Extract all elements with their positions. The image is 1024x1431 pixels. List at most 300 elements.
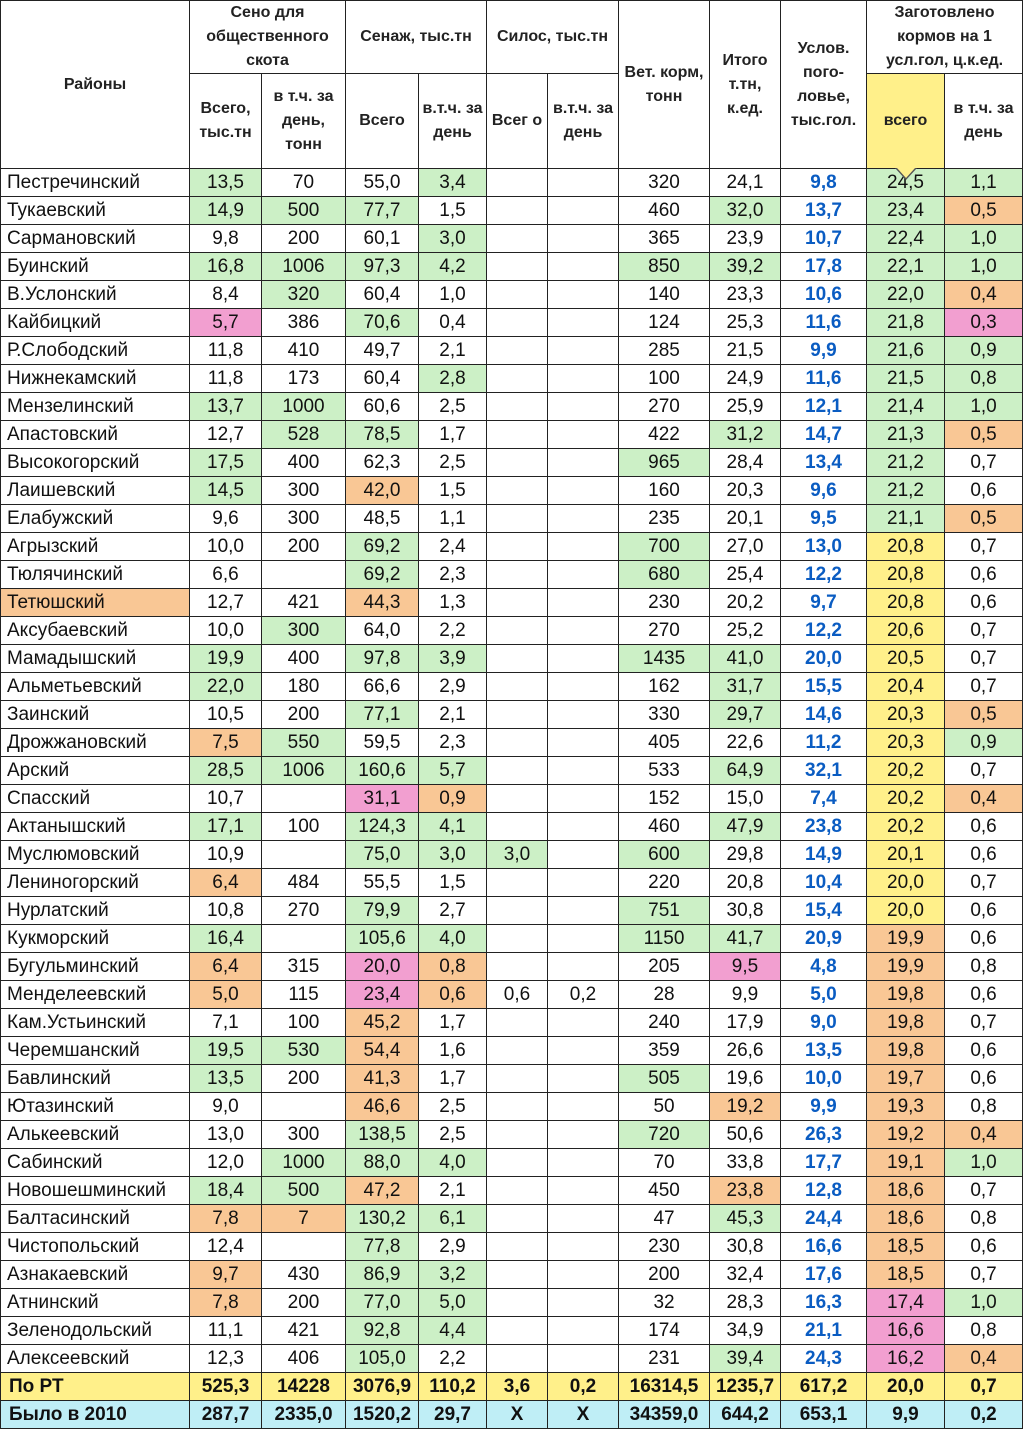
table-cell: 110,2 xyxy=(419,1373,487,1401)
table-cell: 11,1 xyxy=(190,1317,262,1345)
table-cell: 200 xyxy=(262,533,346,561)
table-cell: 18,4 xyxy=(190,1177,262,1205)
table-cell xyxy=(548,561,619,589)
table-cell: 152 xyxy=(619,785,710,813)
table-cell xyxy=(548,505,619,533)
header-seno-vsego: Всего, тыс.тн xyxy=(190,74,262,169)
table-cell: 69,2 xyxy=(346,561,419,589)
district-name: Высокогорский xyxy=(1,449,190,477)
table-cell: 79,9 xyxy=(346,897,419,925)
district-name: Алексеевский xyxy=(1,1345,190,1373)
district-name: Тукаевский xyxy=(1,197,190,225)
table-cell: 18,5 xyxy=(867,1261,945,1289)
table-cell: 0,8 xyxy=(945,953,1023,981)
table-cell: 5,0 xyxy=(781,981,867,1009)
table-cell: 359 xyxy=(619,1037,710,1065)
table-cell: 700 xyxy=(619,533,710,561)
table-cell: 32,4 xyxy=(710,1261,781,1289)
table-cell: 9,9 xyxy=(781,1093,867,1121)
table-cell: 77,1 xyxy=(346,701,419,729)
header-silos-group: Силос, тыс.тн xyxy=(487,1,619,74)
table-cell: 270 xyxy=(619,617,710,645)
table-cell xyxy=(487,701,548,729)
table-cell: 10,9 xyxy=(190,841,262,869)
table-cell: 1,0 xyxy=(945,225,1023,253)
table-cell: 20,3 xyxy=(867,729,945,757)
table-cell: 600 xyxy=(619,841,710,869)
table-row xyxy=(1,477,1023,505)
header-zagotovleno-group: Заготовлено кормов на 1 усл.гол, ц.к.ед. xyxy=(867,1,1023,74)
table-cell: 55,5 xyxy=(346,869,419,897)
table-cell: 525,3 xyxy=(190,1373,262,1401)
table-cell xyxy=(548,1177,619,1205)
district-name: Азнакаевский xyxy=(1,1261,190,1289)
table-cell: 2,3 xyxy=(419,561,487,589)
district-name: Буинский xyxy=(1,253,190,281)
table-cell: 2,9 xyxy=(419,673,487,701)
table-cell: 92,8 xyxy=(346,1317,419,1345)
table-row xyxy=(1,197,1023,225)
table-cell: 20,2 xyxy=(867,813,945,841)
table-row xyxy=(1,1065,1023,1093)
table-cell: 3,4 xyxy=(419,169,487,197)
table-cell: 23,8 xyxy=(710,1177,781,1205)
table-cell: 24,1 xyxy=(710,169,781,197)
table-cell: 11,2 xyxy=(781,729,867,757)
table-cell: 55,0 xyxy=(346,169,419,197)
table-cell xyxy=(548,1233,619,1261)
table-cell: 33,8 xyxy=(710,1149,781,1177)
table-cell: 50,6 xyxy=(710,1121,781,1149)
table-cell: 28,4 xyxy=(710,449,781,477)
table-cell: 60,6 xyxy=(346,393,419,421)
table-cell: 32,0 xyxy=(710,197,781,225)
table-cell: 0,2 xyxy=(945,1401,1023,1429)
table-cell: 430 xyxy=(262,1261,346,1289)
table-row xyxy=(1,533,1023,561)
table-cell: 31,7 xyxy=(710,673,781,701)
table-cell xyxy=(548,421,619,449)
table-cell: 21,1 xyxy=(867,505,945,533)
district-name: Кайбицкий xyxy=(1,309,190,337)
table-cell: 405 xyxy=(619,729,710,757)
table-cell: 0,7 xyxy=(945,1177,1023,1205)
table-cell: 39,2 xyxy=(710,253,781,281)
table-cell: 9,5 xyxy=(710,953,781,981)
table-cell: 1,0 xyxy=(419,281,487,309)
table-cell: 9,7 xyxy=(190,1261,262,1289)
table-row xyxy=(1,1261,1023,1289)
table-cell: 0,7 xyxy=(945,1009,1023,1037)
table-cell: 200 xyxy=(262,225,346,253)
table-cell: 0,8 xyxy=(419,953,487,981)
table-cell: 230 xyxy=(619,1233,710,1261)
table-cell xyxy=(262,841,346,869)
table-cell: 10,7 xyxy=(781,225,867,253)
table-row xyxy=(1,785,1023,813)
table-cell: 21,2 xyxy=(867,477,945,505)
table-cell: 9,8 xyxy=(781,169,867,197)
header-senazh-vsego: Всего xyxy=(346,74,419,169)
table-cell: 0,6 xyxy=(945,897,1023,925)
table-cell: 124,3 xyxy=(346,813,419,841)
table-row xyxy=(1,281,1023,309)
table-row xyxy=(1,897,1023,925)
table-cell: 10,0 xyxy=(190,617,262,645)
table-cell: 10,0 xyxy=(190,533,262,561)
table-cell: 21,2 xyxy=(867,449,945,477)
table-cell xyxy=(548,785,619,813)
district-name: Ютазинский xyxy=(1,1093,190,1121)
table-cell: 19,9 xyxy=(867,925,945,953)
table-cell: 22,0 xyxy=(190,673,262,701)
table-cell xyxy=(548,1065,619,1093)
table-cell: 21,6 xyxy=(867,337,945,365)
table-cell xyxy=(548,729,619,757)
table-cell: 4,1 xyxy=(419,813,487,841)
table-cell: 0,6 xyxy=(945,1233,1023,1261)
table-cell: 28 xyxy=(619,981,710,1009)
table-cell xyxy=(487,1345,548,1373)
prev-row xyxy=(1,1401,1023,1429)
table-cell: 7,8 xyxy=(190,1205,262,1233)
table-cell xyxy=(487,561,548,589)
table-cell: 9,9 xyxy=(867,1401,945,1429)
table-cell: 20,8 xyxy=(710,869,781,897)
table-cell: 2,9 xyxy=(419,1233,487,1261)
table-row xyxy=(1,813,1023,841)
table-cell: 16,6 xyxy=(867,1317,945,1345)
table-cell: 54,4 xyxy=(346,1037,419,1065)
table-cell: 10,0 xyxy=(781,1065,867,1093)
table-cell: 1,7 xyxy=(419,421,487,449)
table-cell: 42,0 xyxy=(346,477,419,505)
district-name: Бугульминский xyxy=(1,953,190,981)
table-cell: 105,6 xyxy=(346,925,419,953)
table-cell: 1235,7 xyxy=(710,1373,781,1401)
table-cell xyxy=(548,869,619,897)
table-cell: 528 xyxy=(262,421,346,449)
table-cell: 12,8 xyxy=(781,1177,867,1205)
district-name: Дрожжановский xyxy=(1,729,190,757)
table-cell xyxy=(548,365,619,393)
table-cell: 124 xyxy=(619,309,710,337)
table-cell: 88,0 xyxy=(346,1149,419,1177)
table-cell: 617,2 xyxy=(781,1373,867,1401)
table-cell xyxy=(548,225,619,253)
table-cell: 41,0 xyxy=(710,645,781,673)
table-cell: 0,7 xyxy=(945,449,1023,477)
table-cell: 22,6 xyxy=(710,729,781,757)
table-cell: 19,8 xyxy=(867,981,945,1009)
table-cell: 100 xyxy=(619,365,710,393)
header-uslov-pogolovie: Услов. пого-ловье, тыс.гол. xyxy=(781,1,867,169)
district-name: Менделеевский xyxy=(1,981,190,1009)
district-name: Сабинский xyxy=(1,1149,190,1177)
district-name: Агрызский xyxy=(1,533,190,561)
district-name: Зеленодольский xyxy=(1,1317,190,1345)
table-row xyxy=(1,225,1023,253)
table-cell xyxy=(487,281,548,309)
table-cell: 0,6 xyxy=(945,981,1023,1009)
table-row xyxy=(1,1205,1023,1233)
table-cell: 7,4 xyxy=(781,785,867,813)
table-cell: 320 xyxy=(619,169,710,197)
table-cell: 10,7 xyxy=(190,785,262,813)
table-cell: 400 xyxy=(262,645,346,673)
table-cell: 2,1 xyxy=(419,701,487,729)
table-cell: 45,2 xyxy=(346,1009,419,1037)
table-cell: 32 xyxy=(619,1289,710,1317)
table-cell xyxy=(487,169,548,197)
table-cell: 1520,2 xyxy=(346,1401,419,1429)
table-cell: 2,1 xyxy=(419,1177,487,1205)
table-row xyxy=(1,449,1023,477)
table-cell: X xyxy=(548,1401,619,1429)
table-cell: 12,7 xyxy=(190,589,262,617)
table-cell xyxy=(548,673,619,701)
table-cell: 13,5 xyxy=(190,169,262,197)
table-row xyxy=(1,253,1023,281)
table-cell: 0,6 xyxy=(945,813,1023,841)
table-cell: 50 xyxy=(619,1093,710,1121)
table-cell: 285 xyxy=(619,337,710,365)
table-cell: 421 xyxy=(262,589,346,617)
table-cell: 3,2 xyxy=(419,1261,487,1289)
table-cell: 10,6 xyxy=(781,281,867,309)
table-cell: 1,1 xyxy=(419,505,487,533)
table-cell: 20,0 xyxy=(867,897,945,925)
district-name: Алькеевский xyxy=(1,1121,190,1149)
table-cell: 12,2 xyxy=(781,617,867,645)
table-cell: 1000 xyxy=(262,393,346,421)
table-cell: 15,5 xyxy=(781,673,867,701)
table-cell: 19,6 xyxy=(710,1065,781,1093)
table-cell xyxy=(548,617,619,645)
table-cell: 200 xyxy=(262,1065,346,1093)
table-cell xyxy=(548,1037,619,1065)
table-cell: 0,9 xyxy=(945,729,1023,757)
table-cell: 66,6 xyxy=(346,673,419,701)
table-cell xyxy=(548,897,619,925)
table-cell: 11,6 xyxy=(781,365,867,393)
table-cell xyxy=(262,1233,346,1261)
table-cell: 3,0 xyxy=(487,841,548,869)
header-vet-korm: Вет. корм, тонн xyxy=(619,1,710,169)
table-cell xyxy=(487,1149,548,1177)
table-cell: 19,9 xyxy=(190,645,262,673)
table-cell: 1150 xyxy=(619,925,710,953)
table-cell: 17,6 xyxy=(781,1261,867,1289)
table-cell: 0,4 xyxy=(945,1345,1023,1373)
table-row xyxy=(1,953,1023,981)
table-cell: 13,4 xyxy=(781,449,867,477)
table-cell: 16,6 xyxy=(781,1233,867,1261)
table-cell: 18,5 xyxy=(867,1233,945,1261)
table-cell: 24,9 xyxy=(710,365,781,393)
table-cell: 0,5 xyxy=(945,505,1023,533)
table-cell: 0,6 xyxy=(945,589,1023,617)
header-seno-day: в т.ч. за день, тонн xyxy=(262,74,346,169)
table-cell: 1006 xyxy=(262,253,346,281)
district-name: Бавлинский xyxy=(1,1065,190,1093)
table-cell xyxy=(487,897,548,925)
table-cell xyxy=(487,421,548,449)
table-cell: 1,7 xyxy=(419,1065,487,1093)
table-cell: 12,7 xyxy=(190,421,262,449)
table-cell: 2,4 xyxy=(419,533,487,561)
table-cell: 5,7 xyxy=(419,757,487,785)
table-cell xyxy=(487,1261,548,1289)
table-row xyxy=(1,309,1023,337)
table-cell xyxy=(487,309,548,337)
table-cell: 3,0 xyxy=(419,225,487,253)
table-cell: 460 xyxy=(619,197,710,225)
table-cell: 550 xyxy=(262,729,346,757)
table-row xyxy=(1,617,1023,645)
table-cell: 19,8 xyxy=(867,1009,945,1037)
table-cell: 11,6 xyxy=(781,309,867,337)
table-cell xyxy=(487,1037,548,1065)
table-cell: 0,7 xyxy=(945,1373,1023,1401)
table-cell: 9,8 xyxy=(190,225,262,253)
table-cell: 12,1 xyxy=(781,393,867,421)
table-row xyxy=(1,505,1023,533)
table-cell: 12,4 xyxy=(190,1233,262,1261)
table-cell: 20,2 xyxy=(710,589,781,617)
district-name: Сармановский xyxy=(1,225,190,253)
table-cell: 29,8 xyxy=(710,841,781,869)
table-cell: 406 xyxy=(262,1345,346,1373)
table-cell: 965 xyxy=(619,449,710,477)
table-cell: 12,3 xyxy=(190,1345,262,1373)
table-cell: 24,4 xyxy=(781,1205,867,1233)
table-cell xyxy=(548,169,619,197)
table-cell: 9,9 xyxy=(710,981,781,1009)
table-cell xyxy=(262,1093,346,1121)
table-cell xyxy=(548,253,619,281)
table-cell xyxy=(487,197,548,225)
table-cell: 24,3 xyxy=(781,1345,867,1373)
table-cell xyxy=(548,841,619,869)
table-cell: 138,5 xyxy=(346,1121,419,1149)
table-cell xyxy=(487,1317,548,1345)
table-cell: 28,5 xyxy=(190,757,262,785)
table-cell: 3076,9 xyxy=(346,1373,419,1401)
table-cell: 500 xyxy=(262,1177,346,1205)
header-itogo: Итого т.тн, к.ед. xyxy=(710,1,781,169)
district-name: Пестречинский xyxy=(1,169,190,197)
table-cell: 13,0 xyxy=(781,533,867,561)
district-name: Нижнекамский xyxy=(1,365,190,393)
table-cell: 25,3 xyxy=(710,309,781,337)
table-cell: 59,5 xyxy=(346,729,419,757)
table-cell: 0,3 xyxy=(945,309,1023,337)
table-cell: 20,2 xyxy=(867,785,945,813)
table-cell: 0,6 xyxy=(487,981,548,1009)
district-name: Муслюмовский xyxy=(1,841,190,869)
table-cell: 24,5 xyxy=(867,169,945,197)
table-cell: 20,0 xyxy=(867,869,945,897)
table-cell xyxy=(487,729,548,757)
table-cell xyxy=(548,309,619,337)
table-cell: 422 xyxy=(619,421,710,449)
table-cell: 20,4 xyxy=(867,673,945,701)
table-cell: 70,6 xyxy=(346,309,419,337)
table-cell: 14,7 xyxy=(781,421,867,449)
table-cell: 77,0 xyxy=(346,1289,419,1317)
table-cell: 15,0 xyxy=(710,785,781,813)
table-cell: 230 xyxy=(619,589,710,617)
table-cell: 0,7 xyxy=(945,533,1023,561)
table-row xyxy=(1,729,1023,757)
table-cell: 77,8 xyxy=(346,1233,419,1261)
table-cell xyxy=(548,589,619,617)
table-cell: 16,2 xyxy=(867,1345,945,1373)
table-body xyxy=(1,169,1023,1429)
table-cell xyxy=(487,1289,548,1317)
table-cell: 7,1 xyxy=(190,1009,262,1037)
sort-pointer-fill xyxy=(897,168,915,178)
table-cell: 21,3 xyxy=(867,421,945,449)
table-cell xyxy=(548,1121,619,1149)
table-row xyxy=(1,757,1023,785)
header-zagot-vsego xyxy=(867,74,945,169)
table-cell: 460 xyxy=(619,813,710,841)
table-cell xyxy=(487,785,548,813)
table-cell: 1,7 xyxy=(419,1009,487,1037)
header-silos-day: в.т.ч. за день xyxy=(548,74,619,169)
table-cell: 5,0 xyxy=(419,1289,487,1317)
table-cell: 0,4 xyxy=(419,309,487,337)
table-cell xyxy=(487,393,548,421)
table-cell: 1,0 xyxy=(945,393,1023,421)
district-name: Заинский xyxy=(1,701,190,729)
table-cell: 18,6 xyxy=(867,1177,945,1205)
table-cell: 21,8 xyxy=(867,309,945,337)
table-cell: 2,5 xyxy=(419,1121,487,1149)
table-cell: 7,8 xyxy=(190,1289,262,1317)
district-name: Чистопольский xyxy=(1,1233,190,1261)
table-cell: 9,7 xyxy=(781,589,867,617)
table-cell: 13,7 xyxy=(190,393,262,421)
table-cell: 505 xyxy=(619,1065,710,1093)
district-name: Спасский xyxy=(1,785,190,813)
table-cell: 21,5 xyxy=(867,365,945,393)
table-cell: 13,7 xyxy=(781,197,867,225)
table-cell: 47,2 xyxy=(346,1177,419,1205)
table-cell xyxy=(548,1345,619,1373)
table-row xyxy=(1,1233,1023,1261)
district-name: Р.Слободский xyxy=(1,337,190,365)
district-name: Елабужский xyxy=(1,505,190,533)
table-row xyxy=(1,393,1023,421)
table-cell: 16314,5 xyxy=(619,1373,710,1401)
table-cell: 0,7 xyxy=(945,869,1023,897)
table-cell: 27,0 xyxy=(710,533,781,561)
table-cell: 751 xyxy=(619,897,710,925)
table-cell: 0,9 xyxy=(419,785,487,813)
table-cell: X xyxy=(487,1401,548,1429)
table-cell: 9,0 xyxy=(781,1009,867,1037)
table-cell: 47,9 xyxy=(710,813,781,841)
table-cell: 320 xyxy=(262,281,346,309)
table-cell: 29,7 xyxy=(419,1401,487,1429)
district-name: Кукморский xyxy=(1,925,190,953)
table-cell xyxy=(487,505,548,533)
header-senazh-group: Сенаж, тыс.тн xyxy=(346,1,487,74)
table-cell: 4,0 xyxy=(419,1149,487,1177)
